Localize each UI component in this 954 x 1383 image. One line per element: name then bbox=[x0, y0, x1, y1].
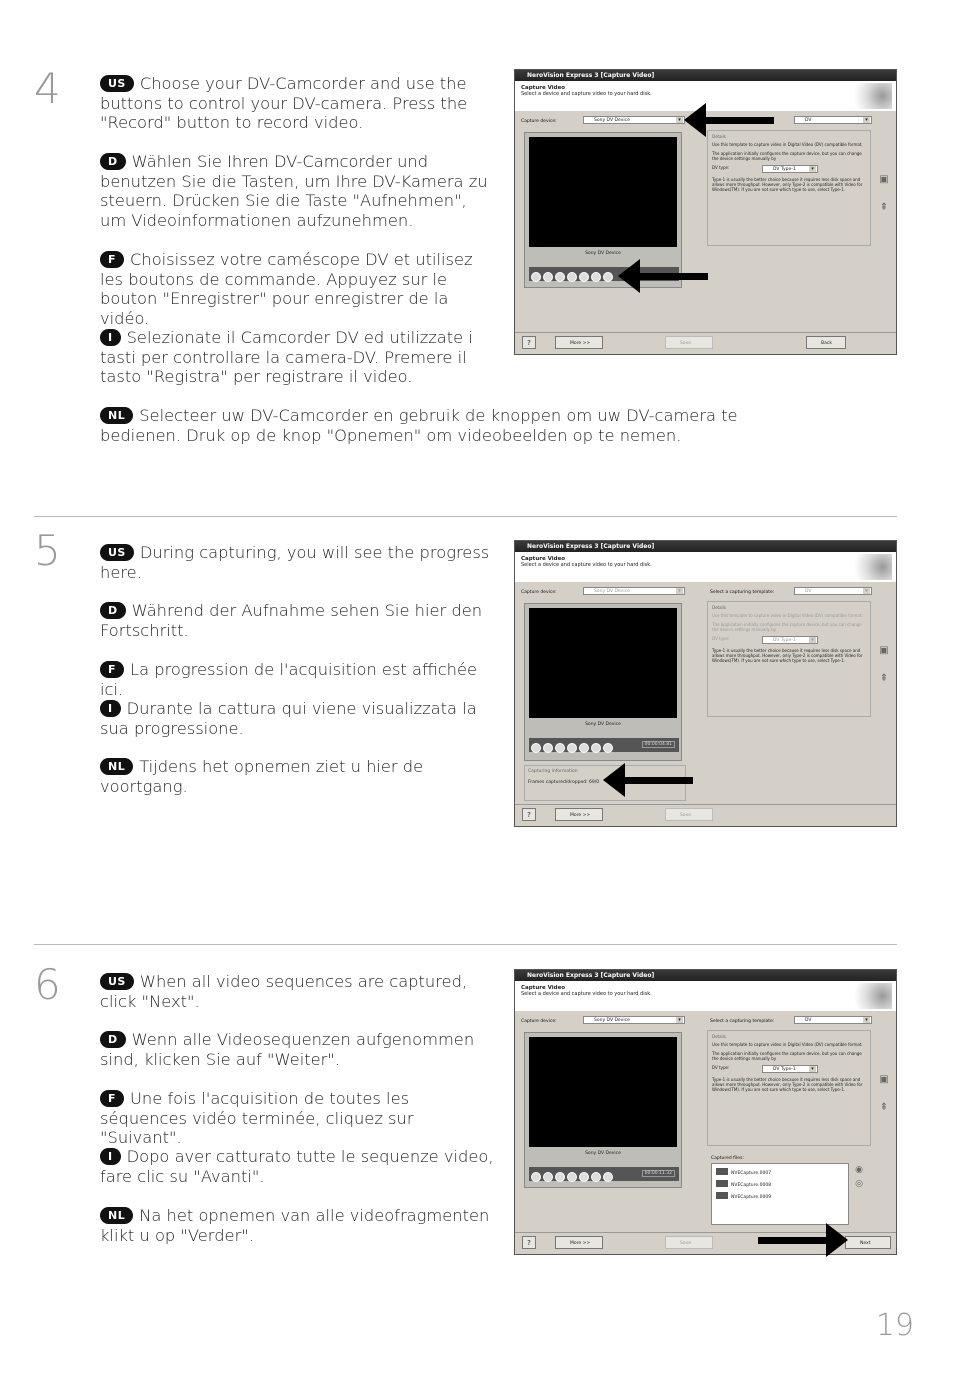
device-caption: Sony DV Device bbox=[585, 722, 621, 727]
save-button[interactable]: Save bbox=[665, 1236, 713, 1249]
save-icon[interactable]: ▣ bbox=[879, 1074, 889, 1085]
lang-badge: F bbox=[100, 251, 124, 268]
dv-type-label: DV type: bbox=[712, 165, 730, 170]
instruction-text: Durante la cattura qui viene visualizzata la sua progressione. bbox=[100, 699, 477, 738]
help-button[interactable]: ? bbox=[522, 808, 536, 821]
lang-badge: NL bbox=[100, 758, 133, 775]
forward-button[interactable] bbox=[579, 1172, 589, 1182]
video-preview-panel bbox=[524, 1032, 682, 1188]
nero-logo bbox=[844, 83, 892, 109]
capture-device-label: Capture device: bbox=[521, 119, 557, 124]
bottom-bar bbox=[515, 804, 896, 825]
save-button[interactable]: Save bbox=[665, 336, 713, 349]
pause-button[interactable] bbox=[567, 743, 577, 753]
dv-type-row bbox=[712, 165, 866, 174]
details-group bbox=[707, 1030, 871, 1146]
window-header bbox=[515, 981, 896, 1011]
template-label: Select a capturing template: bbox=[710, 590, 775, 595]
stop-button[interactable] bbox=[555, 743, 565, 753]
video-preview-panel bbox=[524, 132, 682, 288]
video-preview bbox=[529, 608, 677, 718]
dv-type-row bbox=[712, 636, 866, 645]
lang-badge: US bbox=[100, 544, 134, 561]
step-number: 5 bbox=[34, 526, 61, 575]
forward-button[interactable] bbox=[579, 743, 589, 753]
window-title: NeroVision Express 3 [Capture Video] bbox=[515, 970, 896, 981]
instruction-text: During capturing, you will see the progress here. bbox=[100, 543, 490, 582]
header-title: Capture Video bbox=[521, 85, 566, 91]
step-button[interactable] bbox=[591, 1172, 601, 1182]
dv-type-label: DV type: bbox=[712, 1065, 730, 1070]
lang-badge: I bbox=[100, 329, 121, 346]
window-title: NeroVision Express 3 [Capture Video] bbox=[515, 541, 896, 552]
details-text: The application initially configures the capture device, but you can change the device settings manually by bbox=[712, 151, 862, 161]
step-button[interactable] bbox=[591, 272, 601, 282]
rewind-button[interactable] bbox=[531, 272, 541, 282]
step5-i bbox=[100, 699, 495, 738]
instruction-text: Une fois l'acquisition de toutes les séquences vidéo terminée, cliquez sur "Suivant". bbox=[100, 1089, 414, 1147]
step4-us bbox=[100, 74, 490, 133]
capture-device-select[interactable]: Sony DV Device ▾ bbox=[583, 1016, 685, 1024]
step6-i bbox=[100, 1147, 495, 1186]
more-button[interactable]: More >> bbox=[555, 336, 603, 349]
details-text: Use this template to capture video in Digital Video (DV) compatible format. bbox=[712, 142, 863, 147]
nero-logo bbox=[844, 554, 892, 580]
page-number: 19 bbox=[875, 1308, 914, 1343]
header-subtitle: Select a device and capture video to your hard disk. bbox=[521, 562, 652, 568]
lang-badge: US bbox=[100, 75, 134, 92]
instruction-text: Choisissez votre caméscope DV et utilisez les boutons de commande. Appuyez sur le bouton "Enregistrer" pour enregistrer de la vidéo. bbox=[100, 250, 473, 328]
details-text: Type-1 is usually the better choice because it requires less disk space and allows more throughput. However, only Type-2 is compatible with Video for Windows(TM). If you are not sure which type to use, select Type-1. bbox=[712, 648, 863, 663]
step4-i bbox=[100, 328, 495, 387]
details-group bbox=[707, 130, 871, 246]
next-button[interactable]: Next bbox=[845, 1236, 891, 1249]
details-label: Details bbox=[712, 1034, 726, 1039]
play-button[interactable] bbox=[543, 743, 553, 753]
list-item[interactable]: NVECapture.0007 bbox=[716, 1168, 844, 1180]
dv-type-select[interactable]: DV Type-1 ▾ bbox=[762, 165, 818, 173]
step6-us bbox=[100, 972, 490, 1011]
details-group bbox=[707, 601, 871, 717]
template-select[interactable]: DV ▾ bbox=[794, 116, 872, 124]
captured-files-list bbox=[711, 1163, 849, 1225]
template-select[interactable]: DV ▾ bbox=[794, 587, 872, 595]
lang-badge: NL bbox=[100, 1207, 133, 1224]
list-item[interactable]: NVECapture.0009 bbox=[716, 1192, 844, 1204]
header-title: Capture Video bbox=[521, 985, 566, 991]
play-file-icon[interactable]: ◉ bbox=[855, 1165, 863, 1175]
settings-icon[interactable]: ⇞ bbox=[879, 202, 889, 213]
video-preview bbox=[529, 1037, 677, 1147]
details-text: Use this template to capture video in Digital Video (DV) compatible format. bbox=[712, 1042, 863, 1047]
header-subtitle: Select a device and capture video to your hard disk. bbox=[521, 991, 652, 997]
dv-type-select[interactable]: DV Type-1 ▾ bbox=[762, 636, 818, 644]
header-title: Capture Video bbox=[521, 556, 566, 562]
camera-controls bbox=[529, 1167, 679, 1181]
screenshot-capture-window bbox=[514, 969, 897, 1255]
dv-type-select[interactable]: DV Type-1 ▾ bbox=[762, 1065, 818, 1073]
capture-device-label: Capture device: bbox=[521, 1019, 557, 1024]
step4-nl bbox=[100, 406, 820, 445]
pause-button[interactable] bbox=[567, 272, 577, 282]
stop-button[interactable] bbox=[555, 272, 565, 282]
settings-icon[interactable]: ⇞ bbox=[879, 673, 889, 684]
step-number: 6 bbox=[34, 960, 61, 1009]
instruction-text: Tijdens het opnemen ziet u hier de voortgang. bbox=[100, 757, 424, 796]
details-label: Details bbox=[712, 134, 726, 139]
lang-badge: US bbox=[100, 973, 134, 990]
device-caption: Sony DV Device bbox=[585, 1151, 621, 1156]
record-button[interactable] bbox=[603, 743, 613, 753]
help-button[interactable]: ? bbox=[522, 336, 536, 349]
step4-d bbox=[100, 152, 495, 230]
lang-badge: D bbox=[100, 153, 126, 170]
list-item[interactable]: NVECapture.0008 bbox=[716, 1180, 844, 1192]
more-button[interactable]: More >> bbox=[555, 808, 603, 821]
lang-badge: I bbox=[100, 700, 121, 717]
header-subtitle: Select a device and capture video to your hard disk. bbox=[521, 91, 652, 97]
section-divider bbox=[34, 516, 897, 517]
window-header bbox=[515, 552, 896, 582]
step6-d bbox=[100, 1030, 490, 1069]
dv-type-row bbox=[712, 1065, 866, 1074]
step5-us bbox=[100, 543, 490, 582]
lang-badge: F bbox=[100, 661, 124, 678]
record-button[interactable] bbox=[603, 1172, 613, 1182]
pause-button[interactable] bbox=[567, 1172, 577, 1182]
step5-nl bbox=[100, 757, 500, 796]
delete-file-icon[interactable]: ◎ bbox=[855, 1179, 863, 1189]
screenshot-capture-window bbox=[514, 540, 897, 827]
instruction-text: Wählen Sie Ihren DV-Camcorder und benutzen Sie die Tasten, um Ihre DV-Kamera zu steuern. Drücken Sie die Taste "Aufnehmen", um Videoinformationen aufzunehmen. bbox=[100, 152, 488, 230]
settings-icon[interactable]: ⇞ bbox=[879, 1102, 889, 1113]
instruction-text: Selezionate il Camcorder DV ed utilizzate i tasti per controllare la camera-DV. Premere il tasto "Registra" per registrare il video. bbox=[100, 328, 473, 386]
video-preview-panel bbox=[524, 603, 682, 761]
instruction-text: Während der Aufnahme sehen Sie hier den Fortschritt. bbox=[100, 601, 483, 640]
details-text: Type-1 is usually the better choice because it requires less disk space and allows more throughput. However, only Type-2 is compatible with Video for Windows(TM). If you are not sure which type to use, select Type-1. bbox=[712, 1077, 863, 1092]
step-number: 4 bbox=[34, 64, 61, 113]
template-label: Select a capturing template: bbox=[710, 1019, 775, 1024]
back-button[interactable]: Back bbox=[806, 336, 846, 349]
instruction-text: Selecteer uw DV-Camcorder en gebruik de knoppen om uw DV-camera te bedienen. Druk op de knop "Opnemen" om videobeelden op te nemen. bbox=[100, 406, 738, 445]
rewind-button[interactable] bbox=[531, 1172, 541, 1182]
instruction-text: Wenn alle Videosequenzen aufgenommen sind, klicken Sie auf "Weiter". bbox=[100, 1030, 475, 1069]
step4-f bbox=[100, 250, 500, 328]
help-button[interactable]: ? bbox=[522, 1236, 536, 1249]
details-text: The application initially configures the capture device, but you can change the device settings manually by bbox=[712, 1051, 862, 1061]
record-button[interactable] bbox=[603, 272, 613, 282]
lang-badge: D bbox=[100, 1031, 126, 1048]
lang-badge: F bbox=[100, 1090, 124, 1107]
instruction-text: Dopo aver catturato tutte le sequenze video, fare clic su "Avanti". bbox=[100, 1147, 494, 1186]
frames-status: Frames captured/dropped: 69/0 bbox=[528, 780, 600, 785]
details-text: The application initially configures the capture device, but you can change the device settings manually by bbox=[712, 622, 862, 632]
device-caption: Sony DV Device bbox=[585, 251, 621, 256]
video-preview bbox=[529, 137, 677, 247]
instruction-text: When all video sequences are captured, click "Next". bbox=[100, 972, 468, 1011]
stop-button[interactable] bbox=[555, 1172, 565, 1182]
step6-nl bbox=[100, 1206, 505, 1245]
lang-badge: NL bbox=[100, 407, 133, 424]
forward-button[interactable] bbox=[579, 272, 589, 282]
step-button[interactable] bbox=[591, 743, 601, 753]
template-select[interactable]: DV ▾ bbox=[794, 1016, 872, 1024]
step5-f bbox=[100, 660, 500, 699]
section-divider bbox=[34, 944, 897, 945]
save-icon[interactable]: ▣ bbox=[879, 645, 889, 656]
capture-device-select[interactable]: Sony DV Device ▾ bbox=[583, 587, 685, 595]
step6-f bbox=[100, 1089, 495, 1148]
window-title: NeroVision Express 3 [Capture Video] bbox=[515, 70, 896, 81]
capturing-info-label: Capturing information bbox=[528, 769, 578, 774]
play-button[interactable] bbox=[543, 1172, 553, 1182]
nero-logo bbox=[844, 983, 892, 1009]
step5-d bbox=[100, 601, 490, 640]
rewind-button[interactable] bbox=[531, 743, 541, 753]
details-label: Details bbox=[712, 605, 726, 610]
details-text: Type-1 is usually the better choice because it requires less disk space and allows more throughput. However, only Type-2 is compatible with Video for Windows(TM). If you are not sure which type to use, select Type-1. bbox=[712, 177, 863, 192]
capture-timer: 00:00:11.32 bbox=[642, 1170, 675, 1177]
lang-badge: I bbox=[100, 1148, 121, 1165]
more-button[interactable]: More >> bbox=[555, 1236, 603, 1249]
bottom-bar bbox=[515, 332, 896, 353]
instruction-text: La progression de l'acquisition est affichée ici. bbox=[100, 660, 478, 699]
instruction-text: Na het opnemen van alle videofragmenten klikt u op "Verder". bbox=[100, 1206, 490, 1245]
dv-type-label: DV type: bbox=[712, 636, 730, 641]
lang-badge: D bbox=[100, 602, 126, 619]
captured-files-label: Captured files: bbox=[711, 1156, 744, 1161]
capture-device-label: Capture device: bbox=[521, 590, 557, 595]
save-icon[interactable]: ▣ bbox=[879, 174, 889, 185]
play-button[interactable] bbox=[543, 272, 553, 282]
instruction-text: Choose your DV-Camcorder and use the buttons to control your DV-camera. Press the "Record" button to record video. bbox=[100, 74, 468, 132]
capture-device-select[interactable]: Sony DV Device ▾ bbox=[583, 116, 685, 124]
save-button[interactable]: Save bbox=[665, 808, 713, 821]
details-text: Use this template to capture video in Digital Video (DV) compatible format. bbox=[712, 613, 863, 618]
capture-timer: 00:00:04.81 bbox=[642, 741, 675, 748]
camera-controls bbox=[529, 738, 679, 752]
